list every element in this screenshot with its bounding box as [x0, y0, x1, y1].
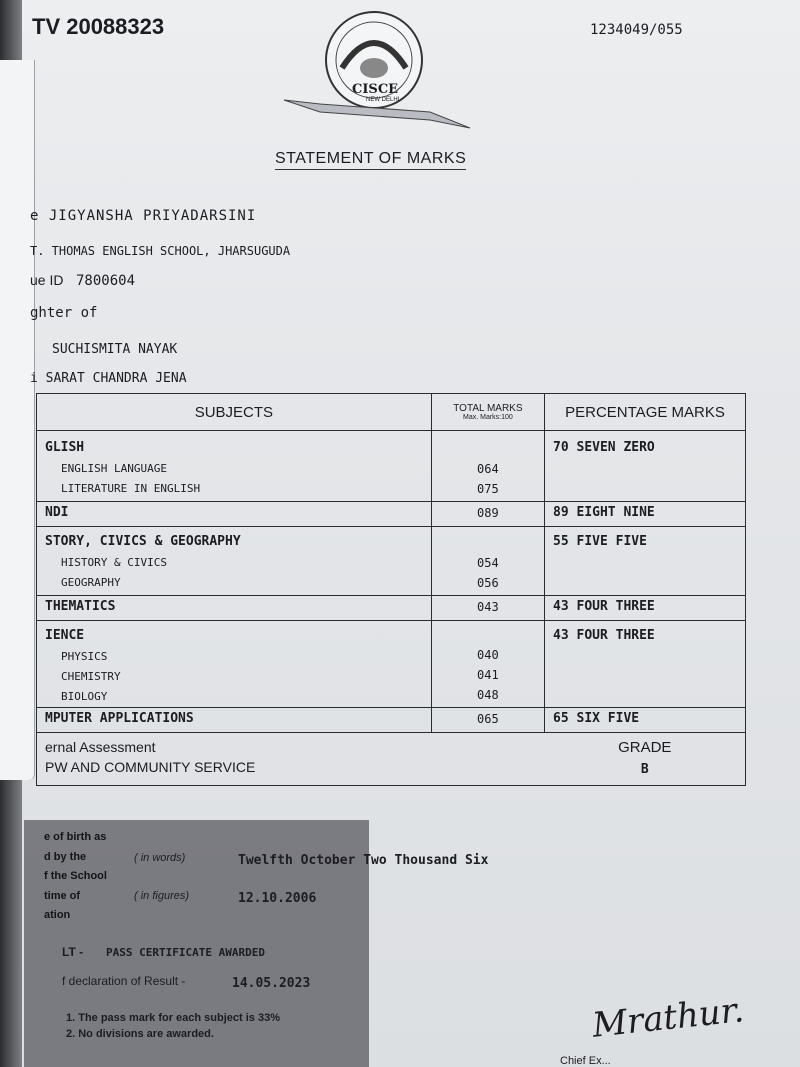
- dob-figures-value: 12.10.2006: [238, 891, 317, 906]
- underlying-page-edge: [0, 60, 35, 780]
- internal-assessment-cell: [37, 733, 545, 786]
- header-total-marks: [431, 394, 544, 431]
- table-row: [37, 431, 746, 502]
- percentage-cell: [545, 708, 746, 733]
- dob-line-5: ation: [44, 909, 71, 921]
- percentage-value: 55 FIVE FIVE: [553, 534, 647, 549]
- student-name: e JIGYANSHA PRIYADARSINI: [30, 208, 257, 224]
- grade-value: B: [640, 762, 649, 777]
- subject-mark: 043: [477, 600, 499, 614]
- table-header-row: [37, 394, 746, 431]
- result-label: LT -: [62, 945, 84, 959]
- sub-subject-name: LITERATURE IN ENGLISH: [61, 482, 201, 495]
- sub-subject-name: ENGLISH LANGUAGE: [61, 462, 167, 475]
- internal-assessment-row: [37, 733, 746, 786]
- subject-name: THEMATICS: [45, 599, 116, 614]
- header-subjects: SUBJECTS: [37, 394, 432, 431]
- dob-line-3: f the School: [44, 870, 107, 882]
- internal-assessment-label: ernal Assessment: [45, 739, 156, 755]
- subject-cell: [37, 502, 432, 527]
- sub-subject-mark: 048: [477, 688, 499, 702]
- internal-assessment-item: PW AND COMMUNITY SERVICE: [45, 759, 256, 775]
- subject-cell: [37, 527, 432, 596]
- subject-cell: [37, 596, 432, 621]
- subject-mark: 065: [477, 712, 499, 726]
- percentage-value: 89 EIGHT NINE: [553, 505, 655, 520]
- declaration-label: f declaration of Result -: [62, 974, 186, 988]
- note-pass-mark: 1. The pass mark for each subject is 33%: [66, 1012, 280, 1024]
- percentage-cell: [545, 621, 746, 708]
- subject-cell: [37, 708, 432, 733]
- subject-mark: 089: [477, 506, 499, 520]
- school-name: T. THOMAS ENGLISH SCHOOL, JHARSUGUDA: [30, 244, 291, 258]
- dob-line-2: d by the: [44, 851, 87, 863]
- logo-subtext: NEW DELHI: [366, 97, 400, 103]
- marks-cell: [431, 621, 544, 708]
- dob-words-value: Twelfth October Two Thousand Six: [238, 853, 489, 868]
- sub-subject-mark: 075: [477, 482, 499, 496]
- percentage-value: 65 SIX FIVE: [553, 711, 640, 726]
- serial-number-right: 1234049/055: [590, 22, 683, 38]
- percentage-value: 43 FOUR THREE: [553, 599, 655, 614]
- marks-cell: [431, 502, 544, 527]
- marks-cell: [431, 708, 544, 733]
- dob-figures-label: ( in figures): [134, 890, 190, 902]
- note-divisions: 2. No divisions are awarded.: [66, 1028, 214, 1040]
- percentage-value: 70 SEVEN ZERO: [553, 440, 655, 455]
- dob-line-4: time of: [44, 890, 81, 902]
- header-percentage: PERCENTAGE MARKS: [545, 394, 746, 431]
- sub-subject-mark: 040: [477, 648, 499, 662]
- percentage-cell: [545, 527, 746, 596]
- sub-subject-mark: 056: [477, 576, 499, 590]
- sub-subject-mark: 041: [477, 668, 499, 682]
- table-row: [37, 621, 746, 708]
- subject-name: GLISH: [45, 440, 85, 455]
- marks-table: [36, 393, 746, 786]
- table-row: [37, 502, 746, 527]
- grade-label: GRADE: [618, 739, 672, 756]
- sub-subject-name: BIOLOGY: [61, 690, 108, 703]
- marks-cell: [431, 431, 544, 502]
- subject-name: IENCE: [45, 628, 85, 643]
- document-title: STATEMENT OF MARKS: [275, 150, 466, 170]
- relation-label: ghter of: [30, 305, 98, 321]
- table-row: [37, 596, 746, 621]
- header-max-marks: Max. Marks:100: [463, 414, 513, 421]
- marks-cell: [431, 596, 544, 621]
- cisce-logo-icon: [280, 8, 476, 138]
- table-row: [37, 708, 746, 733]
- unique-id-label: ue ID: [30, 272, 64, 288]
- subject-cell: [37, 621, 432, 708]
- table-row: [37, 527, 746, 596]
- dob-words-label: ( in words): [134, 852, 186, 864]
- sub-subject-mark: 064: [477, 462, 499, 476]
- father-name: i SARAT CHANDRA JENA: [30, 371, 187, 386]
- sub-subject-name: HISTORY & CIVICS: [61, 556, 167, 569]
- percentage-value: 43 FOUR THREE: [553, 628, 655, 643]
- sub-subject-name: GEOGRAPHY: [61, 576, 121, 589]
- header-total-label: TOTAL MARKS: [453, 403, 523, 414]
- subject-name: NDI: [45, 505, 69, 520]
- percentage-cell: [545, 502, 746, 527]
- signature-text: Mrathur.: [590, 990, 746, 1046]
- unique-id-value: 7800604: [76, 273, 136, 289]
- sub-subject-mark: 054: [477, 556, 499, 570]
- subject-cell: [37, 431, 432, 502]
- result-value: PASS CERTIFICATE AWARDED: [106, 946, 265, 959]
- percentage-cell: [545, 596, 746, 621]
- percentage-cell: [545, 431, 746, 502]
- signature-caption: Chief Ex...: [560, 1055, 611, 1067]
- declaration-date: 14.05.2023: [232, 976, 311, 991]
- logo-text: CISCE: [352, 82, 399, 97]
- sub-subject-name: CHEMISTRY: [61, 670, 121, 683]
- grade-cell: [545, 733, 746, 786]
- sub-subject-name: PHYSICS: [61, 650, 108, 663]
- marks-cell: [431, 527, 544, 596]
- subject-name: MPUTER APPLICATIONS: [45, 711, 194, 726]
- serial-number-left: TV 20088323: [32, 14, 165, 39]
- subject-name: STORY, CIVICS & GEOGRAPHY: [45, 534, 241, 549]
- dob-line-1: e of birth as: [44, 831, 107, 843]
- mother-name: SUCHISMITA NAYAK: [52, 342, 178, 357]
